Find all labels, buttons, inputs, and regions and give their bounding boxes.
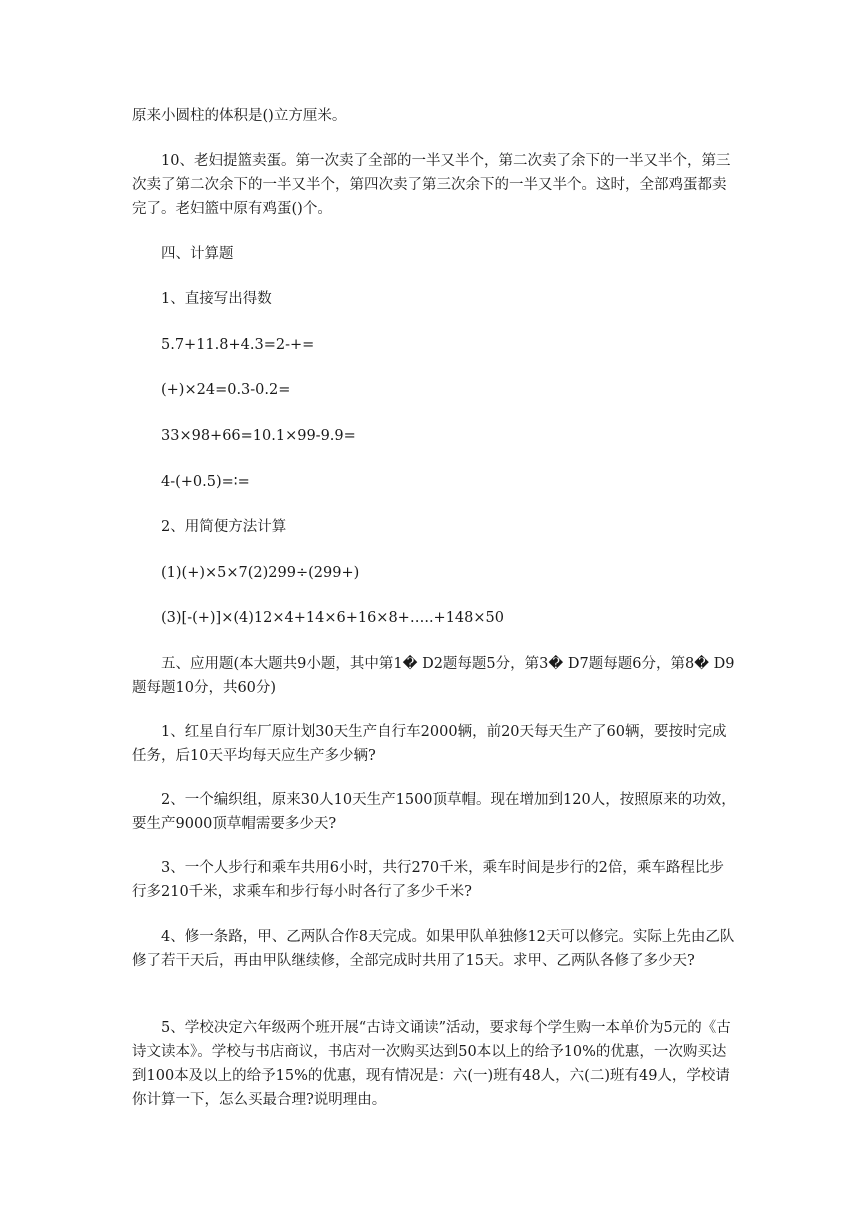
word-problem-1: 1、红星自行车厂原计划30天生产自行车2000辆，前20天每天生产了60辆，要按时完成任务，后10天平均每天应生产多少辆? bbox=[132, 724, 727, 764]
subheading-simplified-calculation: 2、用简便方法计算 bbox=[161, 519, 287, 535]
math-line-5: (1)(+)×5×7(2)299÷(299+) bbox=[161, 565, 360, 581]
paragraph-volume-answer: 原来小圆柱的体积是()立方厘米。 bbox=[132, 108, 347, 124]
math-line-6: (3)[-(+)]×(4)12×4+14×6+16×8+…..+148×50 bbox=[161, 610, 504, 626]
word-problem-2: 2、一个编织组，原来30人10天生产1500顶草帽。现在增加到120人，按照原来的功效，要生产9000顶草帽需要多少天? bbox=[132, 792, 736, 832]
word-problem-5: 5、学校决定六年级两个班开展“古诗文诵读”活动，要求每个学生购一本单价为5元的《古诗文读本》。学校与书店商议，书店对一次购买达到50本以上的给予10%的优惠，一次购买达到100本及以上的给予15%的优惠，现有情况是：六(一)班有48人，六(二)班有49人，学校请你计算一下，怎么买最合理?说明理由。 bbox=[132, 1020, 731, 1108]
word-problem-4: 4、修一条路，甲、乙两队合作8天完成。如果甲队单独修12天可以修完。实际上先由乙队修了若干天后，再由甲队继续修，全部完成时共用了15天。求甲、乙两队各修了多少天? bbox=[132, 929, 735, 969]
math-line-3: 33×98+66=10.1×99-9.9= bbox=[161, 428, 356, 444]
math-line-1: 5.7+11.8+4.3=2-+= bbox=[161, 337, 315, 353]
math-line-4: 4-(+0.5)=∶= bbox=[161, 474, 250, 490]
paragraph-question-10: 10、老妇提篮卖蛋。第一次卖了全部的一半又半个，第二次卖了余下的一半又半个，第三次卖了第二次余下的一半又半个，第四次卖了第三次余下的一半又半个。这时，全部鸡蛋都卖完了。老妇篮中原有鸡蛋()个。 bbox=[132, 153, 731, 217]
subheading-direct-answers: 1、直接写出得数 bbox=[161, 291, 272, 307]
word-problem-3: 3、一个人步行和乘车共用6小时，共行270千米，乘车时间是步行的2倍，乘车路程比步行多210千米，求乘车和步行每小时各行了多少千米? bbox=[132, 860, 724, 900]
section-heading-word-problems: 五、应用题(本大题共9小题，其中第1� D2题每题5分，第3� D7题每题6分，第8� D9题每题10分，共60分) bbox=[132, 656, 735, 696]
math-line-2: (+)×24=0.3-0.2= bbox=[161, 382, 291, 398]
section-heading-calculation: 四、计算题 bbox=[161, 246, 234, 262]
